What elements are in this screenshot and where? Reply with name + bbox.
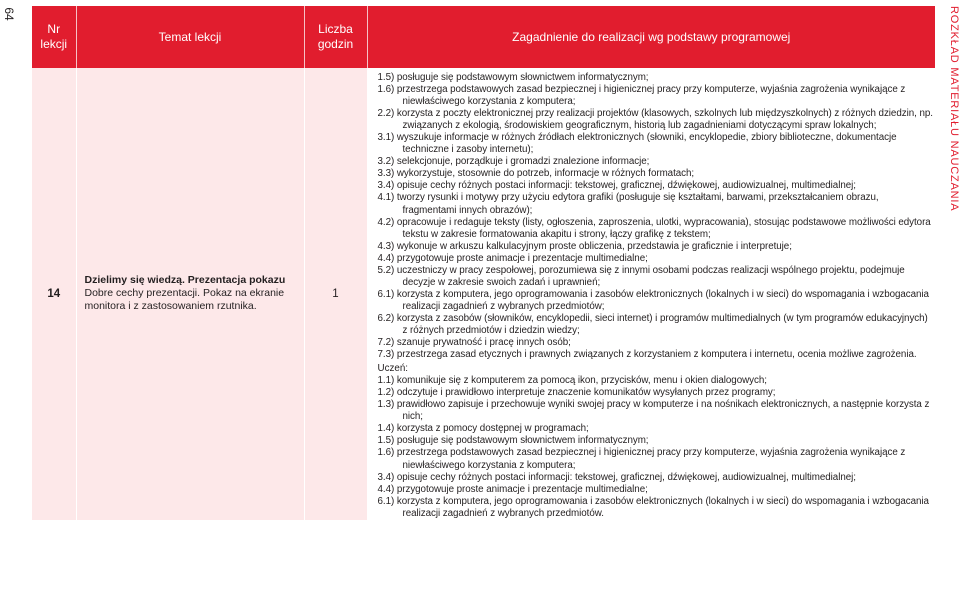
list-item: 1.5) posługuje się podstawowym słownictwem informatycznym; bbox=[377, 72, 649, 83]
list-item: 3.1) wyszukuje informacje w różnych źródłach elektronicznych (słowniki, encyklopedie, zbiory biblioteczne, dokumentacje techniczne i zasoby internetu); bbox=[377, 132, 897, 156]
list-item: 6.1) korzysta z komputera, jego oprogramowania i zasobów elektronicznych (lokalnych i w sieci) do wspomagania i wzbogacania realizacji zagadnień z wybranych przedmiotów; bbox=[377, 288, 929, 312]
lesson-topic-description: Dobre cechy prezentacji. Pokaz na ekranie monitora i z zastosowaniem rzutnika. bbox=[84, 287, 285, 313]
table-header-row bbox=[32, 6, 935, 68]
header-curriculum-topics: Zagadnienie do realizacji wg podstawy programowej bbox=[367, 6, 935, 68]
curriculum-topics-list bbox=[368, 68, 936, 520]
list-item: 4.1) tworzy rysunki i motywy przy użyciu edytora grafiki (posługuje się kształtami, barwami, przekształcaniem obrazu, fragmentami innych obrazów); bbox=[377, 192, 879, 216]
list-item: 2.2) korzysta z poczty elektronicznej przy realizacji projektów (klasowych, szkolnych lub międzyszkolnych) z różnych dziedzin, np. związanych z ekologią, środowiskiem geograficznym, historią lub zagadnieniami dotyczącymi spraw lokalnych; bbox=[377, 108, 933, 132]
list-item: 1.4) korzysta z pomocy dostępnej w programach; bbox=[377, 423, 589, 435]
header-lesson-number: Nr lekcji bbox=[32, 6, 76, 68]
list-item: 7.3) przestrzega zasad etycznych i prawnych związanych z korzystaniem z komputera i internetu, ocenia możliwe zagrożenia. bbox=[377, 349, 917, 361]
list-item: 1.3) prawidłowo zapisuje i przechowuje wyniki swojej pracy w komputerze i na nośnikach elektronicznych, a następnie korzysta z nich; bbox=[377, 399, 930, 423]
list-item: 7.2) szanuje prywatność i pracę innych osób; bbox=[377, 337, 571, 349]
lesson-topic-title: Dzielimy się wiedzą. Prezentacja pokazu bbox=[84, 274, 286, 287]
section-side-label: ROZKŁAD MATERIAŁU NAUCZANIA bbox=[948, 6, 960, 212]
list-item: 1.1) komunikuje się z komputerem za pomocą ikon, przycisków, menu i okien dialogowych; bbox=[377, 375, 767, 387]
header-hours: Liczba godzin bbox=[304, 6, 367, 68]
header-lesson-topic: Temat lekcji bbox=[76, 6, 304, 68]
list-item: 1.5) posługuje się podstawowym słownictwem informatycznym; bbox=[377, 435, 649, 447]
lesson-topic-cell bbox=[76, 68, 304, 520]
lesson-number-cell: 14 bbox=[32, 68, 76, 520]
list-item: 1.6) przestrzega podstawowych zasad bezpiecznej i higienicznej pracy przy komputerze, wyjaśnia zagrożenia wynikające z niewłaściwego korzystania z komputera; bbox=[377, 84, 906, 108]
hours-cell: 1 bbox=[304, 68, 367, 520]
list-item: 3.4) opisuje cechy różnych postaci informacji: tekstowej, graficznej, dźwiękowej, audiowizualnej, multimedialnej; bbox=[377, 180, 856, 192]
list-item: 1.2) odczytuje i prawidłowo interpretuje znaczenie komunikatów wysyłanych przez programy; bbox=[377, 387, 776, 399]
list-item: 1.6) przestrzega podstawowych zasad bezpiecznej i higienicznej pracy przy komputerze, wyjaśnia zagrożenia wynikające z niewłaściwego korzystania z komputera; bbox=[377, 447, 906, 471]
list-item: 6.1) korzysta z komputera, jego oprogramowania i zasobów elektronicznych (lokalnych i w sieci) do wspomagania i wzbogacania realizacji zagadnień z wybranych przedmiotów. bbox=[377, 495, 929, 519]
list-item: 4.2) opracowuje i redaguje teksty (listy, ogłoszenia, zaproszenia, ulotki, wypracowania), stosując podstawowe możliwości edytora tekstu w zakresie formatowania akapitu i strony, łączy grafikę z tekstem; bbox=[377, 216, 931, 240]
list-item: 6.2) korzysta z zasobów (słowników, encyklopedii, sieci internet) i programów multimedialnych (w tym programów edukacyjnych) z różnych przedmiotów i dziedzin wiedzy; bbox=[377, 312, 928, 336]
list-item: 3.4) opisuje cechy różnych postaci informacji: tekstowej, graficznej, dźwiękowej, audiowizualnej, multimedialnej; bbox=[377, 471, 856, 483]
curriculum-topics-cell bbox=[367, 68, 935, 520]
table-row bbox=[32, 68, 935, 520]
page-number: 64 bbox=[2, 7, 16, 21]
student-heading: Uczeń: bbox=[377, 363, 408, 375]
list-item: 4.4) przygotowuje proste animacje i prezentacje multimedialne; bbox=[377, 483, 648, 495]
list-item: 4.3) wykonuje w arkuszu kalkulacyjnym proste obliczenia, przedstawia je graficznie i interpretuje; bbox=[377, 240, 792, 252]
list-item: 5.2) uczestniczy w pracy zespołowej, porozumiewa się z innymi osobami podczas realizacji wspólnego projektu, podejmuje decyzje w zakresie swoich zadań i uprawnień; bbox=[377, 264, 905, 288]
list-item: 4.4) przygotowuje proste animacje i prezentacje multimedialne; bbox=[377, 252, 648, 264]
lesson-plan-table bbox=[32, 6, 935, 520]
list-item: 3.2) selekcjonuje, porządkuje i gromadzi znalezione informacje; bbox=[377, 156, 650, 168]
list-item: 3.3) wykorzystuje, stosownie do potrzeb, informacje w różnych formatach; bbox=[377, 168, 695, 180]
